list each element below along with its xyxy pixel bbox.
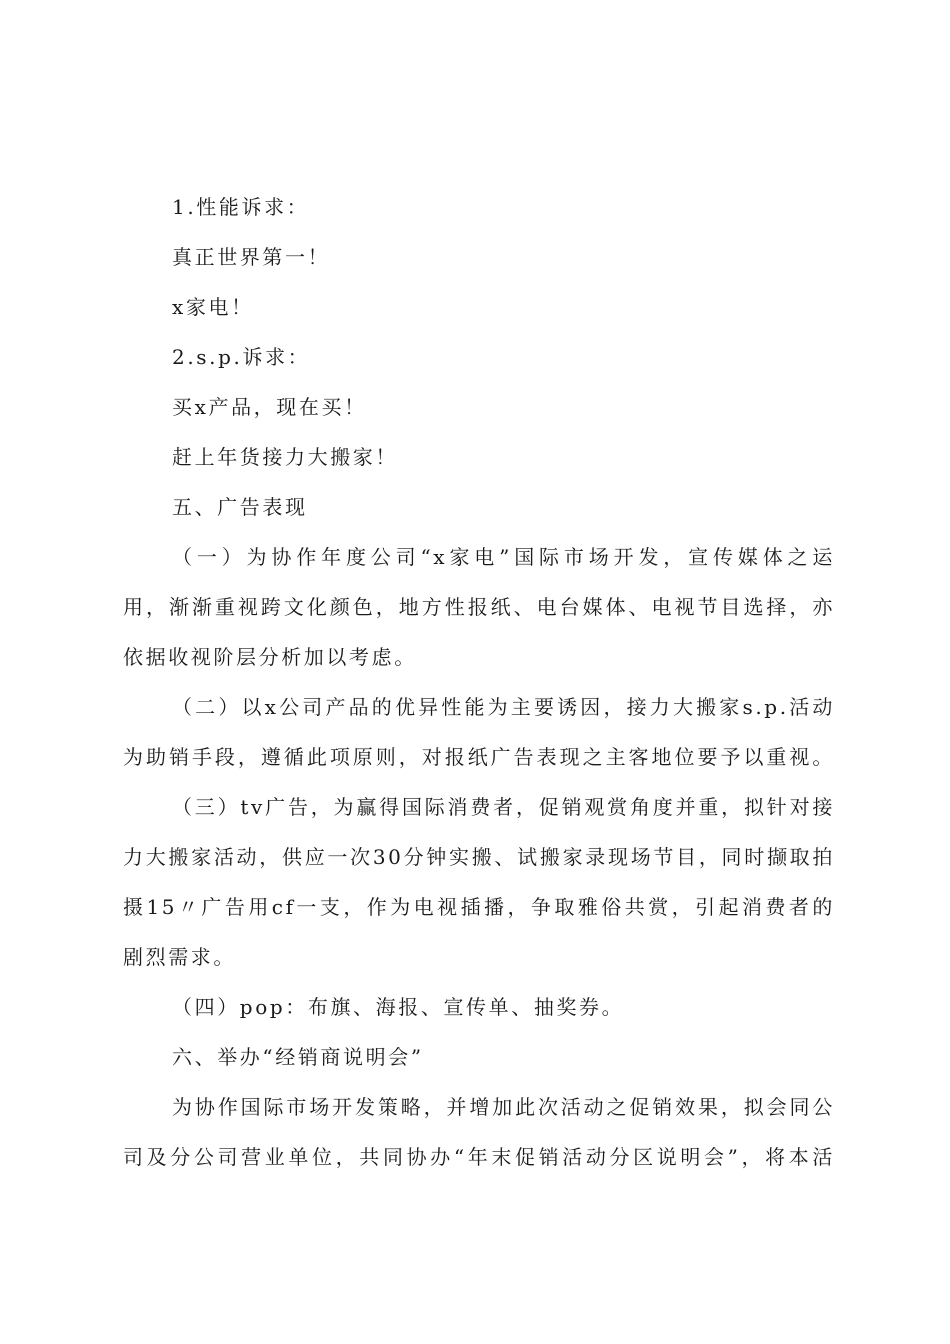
paragraph-line: 为助销手段，遵循此项原则，对报纸广告表现之主客地位要予以重视。 (123, 745, 835, 769)
paragraph-line: 赶上年货接力大搬家！ (172, 445, 398, 469)
paragraph-line: 1.性能诉求： (172, 195, 310, 219)
paragraph-line: 摄15〃广告用cf一支，作为电视插播，争取雅俗共赏，引起消费者的 (123, 895, 835, 919)
paragraph-line: 司及分公司营业单位，共同协办“年末促销活动分区说明会”，将本活 (123, 1145, 835, 1169)
paragraph-line: 真正世界第一！ (172, 245, 331, 269)
paragraph-line: 2.s.p.诉求： (172, 345, 311, 369)
paragraph-line: 剧烈需求。 (123, 945, 236, 969)
paragraph-line: （四）pop：布旗、海报、宣传单、抽奖券。 (172, 995, 625, 1019)
paragraph-line: （一）为协作年度公司“x家电”国际市场开发，宣传媒体之运 (172, 545, 835, 569)
paragraph-line: （二）以x公司产品的优异性能为主要诱因，接力大搬家s.p.活动 (172, 695, 835, 719)
paragraph-line: 为协作国际市场开发策略，并增加此次活动之促销效果，拟会同公 (172, 1095, 835, 1119)
paragraph-line: 力大搬家活动，供应一次30分钟实搬、试搬家录现场节目，同时撷取拍 (123, 845, 835, 869)
section-heading: 六、举办“经销商说明会” (172, 1045, 424, 1069)
paragraph-line: 买x产品，现在买！ (172, 395, 367, 419)
document-body (123, 182, 835, 1182)
section-heading: 五、广告表现 (172, 495, 308, 519)
paragraph-line: x家电！ (172, 295, 254, 319)
paragraph-line: 依据收视阶层分析加以考虑。 (123, 645, 417, 669)
paragraph-line: （三）tv广告，为赢得国际消费者，促销观赏角度并重，拟针对接 (172, 795, 835, 819)
paragraph-line: 用，渐渐重视跨文化颜色，地方性报纸、电台媒体、电视节目选择，亦 (123, 595, 835, 619)
